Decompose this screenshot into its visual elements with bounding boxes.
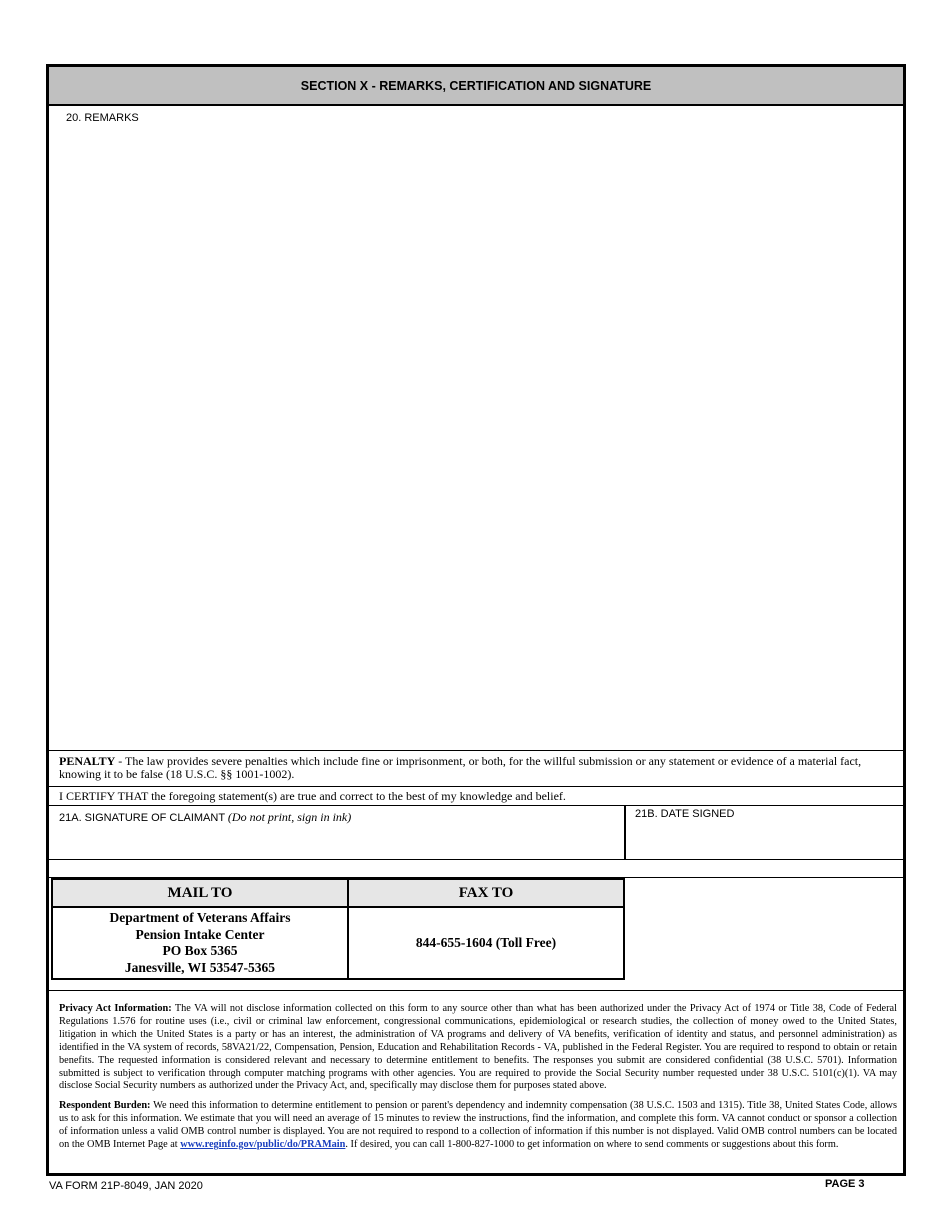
address-line: Pension Intake Center	[135, 926, 265, 942]
remarks-label: 20. REMARKS	[66, 112, 139, 124]
privacy-act-text: The VA will not disclose information collected on this form to any source other than what has been authorized under the Privacy Act of 1974 or Title 38, Code of Federal Regulations 1.576 for routine uses (i.e., civil or criminal law enforcement, congressional communications, epidemiological or research studies, the collection of money owed to the United States, litigation in which the United States is a party or has an interest, the administration of VA programs and delivery of VA benefits, verification of identity and status, and personnel administration) as identified in the VA system of records, 58VA21/22, Compensation, Pension, Education and Rehabilitation Records - VA, published in the Federal Register. You are required to respond to obtain or retain benefits. The requested information is considered relevant and necessary to determine entitlement to benefits. The responses you submit are considered confidential (38 U.S.C. 5701). Information submitted is subject to verification through computer matching programs with other agencies. You are required to provide the Social Security number requested under 38 U.S.C. 5101(c)(1). VA may disclose Social Security numbers as authorized under the Privacy Act, and, specifically may disclose them for purposes stated above.	[59, 1003, 897, 1092]
respondent-burden-text: We need this information to determine entitlement to pension or parent's dependency and indemnity compensation (38 U.S.C. 1503 and 1315). Title 38, United States Code, allows us to ask for this information. We estimate that you will need an average of 15 minutes to review the instructions, find the information, and complete this form. VA cannot conduct or sponsor a collection of information unless a valid OMB control number is displayed. You are not required to respond to a collection of information if this number is not displayed. Valid OMB control numbers can be located on the OMB Internet Page at	[59, 1100, 897, 1151]
penalty-notice	[49, 751, 903, 787]
penalty-heading: PENALTY	[59, 754, 116, 768]
signature-row	[49, 806, 903, 860]
mail-to-heading: MAIL TO	[53, 880, 347, 908]
form-id: VA FORM 21P-8049, JAN 2020	[49, 1180, 203, 1192]
privacy-act-paragraph	[59, 1003, 897, 1093]
signature-label-text: 21A. SIGNATURE OF CLAIMANT	[59, 812, 225, 824]
address-line: PO Box 5365	[162, 943, 238, 958]
form-section-x	[46, 64, 906, 1176]
address-line: Janesville, WI 53547-5365	[124, 959, 276, 975]
date-signed-field[interactable]	[626, 806, 909, 859]
privacy-notices	[59, 1003, 897, 1159]
mail-fax-area	[49, 877, 903, 991]
mail-to-address	[53, 908, 347, 978]
mail-fax-table	[51, 878, 625, 980]
signature-label	[59, 810, 351, 825]
signature-field[interactable]	[49, 806, 626, 859]
omb-link[interactable]: www.reginfo.gov/public/do/PRAMain	[180, 1139, 346, 1151]
address-line: Department of Veterans Affairs	[109, 910, 291, 925]
remarks-field[interactable]	[49, 106, 903, 751]
fax-number: 844-655-1604 (Toll Free)	[415, 935, 557, 950]
respondent-burden-heading: Respondent Burden:	[59, 1100, 151, 1112]
respondent-burden-paragraph	[59, 1100, 897, 1152]
signature-note: (Do not print, sign in ink)	[227, 810, 352, 824]
date-signed-label: 21B. DATE SIGNED	[635, 808, 735, 820]
penalty-text: - The law provides severe penalties which include fine or imprisonment, or both, for the willful submission or any statement or evidence of a material fact, knowing it to be false (18 U.S.C. §§ 1001-1002).	[59, 754, 862, 781]
certification-statement: I CERTIFY THAT the foregoing statement(s) are true and correct to the best of my knowledge and belief.	[49, 787, 903, 806]
page-number: PAGE 3	[825, 1178, 865, 1190]
privacy-act-heading: Privacy Act Information:	[59, 1003, 172, 1014]
fax-to-heading: FAX TO	[349, 880, 623, 908]
section-header: SECTION X - REMARKS, CERTIFICATION AND SIGNATURE	[49, 67, 903, 106]
respondent-burden-text-end: . If desired, you can call 1-800-827-1000 to get information on where to send comments or suggestions about this form.	[345, 1139, 839, 1151]
